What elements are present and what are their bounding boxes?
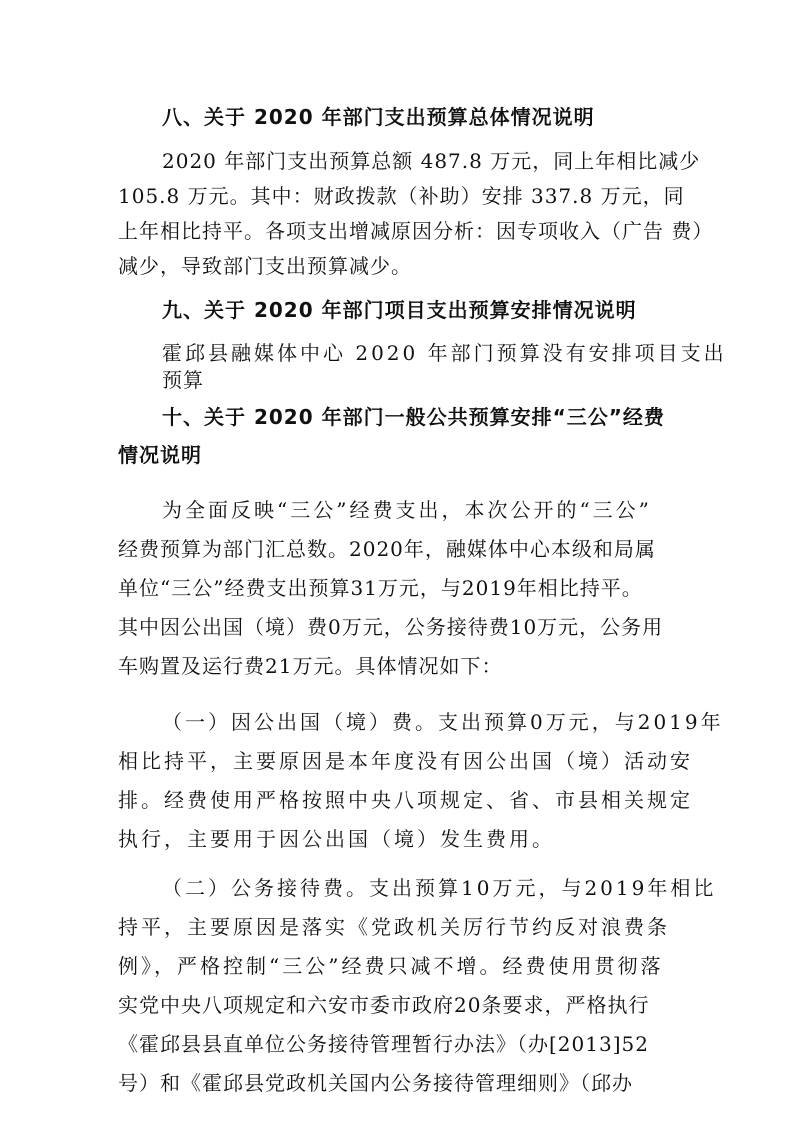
paragraph-line: 其中因公出国（境）费0万元，公务接待费10万元，公务用: [118, 615, 664, 639]
paragraph-line: 实党中央八项规定和六安市委市政府20条要求，严格执行: [118, 993, 650, 1017]
paragraph-line: 《霍邱县县直单位公务接待管理暂行办法》（办[2013]52: [118, 1032, 649, 1056]
paragraph-line: 为全面反映“三公”经费支出，本次公开的“三公”: [162, 498, 652, 522]
section-8-heading: 八、关于 2020 年部门支出预算总体情况说明: [162, 105, 595, 129]
paragraph-line: 排。经费使用严格按照中央八项规定、省、市县相关规定: [118, 788, 693, 812]
paragraph-line: 上年相比持平。各项支出增减原因分析：因专项收入（广告 费）: [118, 219, 714, 243]
section-10-heading: 十、关于 2020 年部门一般公共预算安排“三公”经费: [162, 405, 665, 429]
paragraph-line: 例》，严格控制“三公”经费只减不增。经费使用贯彻落: [118, 954, 664, 978]
paragraph-line: 执行，主要用于因公出国（境）发生费用。: [118, 827, 555, 851]
paragraph-line: 相比持平，主要原因是本年度没有因公出国（境）活动安: [118, 749, 693, 773]
section-10-heading-cont: 情况说明: [118, 443, 202, 467]
paragraph-line: 单位“三公”经费支出预算31万元，与2019年相比持平。: [118, 576, 643, 600]
paragraph-line: 持平，主要原因是落实《党政机关厉行节约反对浪费条: [118, 915, 670, 939]
paragraph-line: 105.8 万元。其中：财政拨款（补助）安排 337.8 万元，同: [118, 184, 685, 208]
paragraph-line: 减少，导致部门支出预算减少。: [118, 254, 412, 278]
section-9-heading: 九、关于 2020 年部门项目支出预算安排情况说明: [162, 298, 637, 322]
paragraph-line: （一）因公出国（境）费。支出预算0万元，与2019年: [162, 710, 724, 734]
paragraph-line: 号）和《霍邱县党政机关国内公务接待管理细则》（邱办: [118, 1071, 633, 1095]
paragraph-line: 车购置及运行费21万元。具体情况如下：: [118, 654, 503, 678]
paragraph-line: 2020 年部门支出预算总额 487.8 万元，同上年相比减少: [162, 149, 701, 173]
paragraph-line: （二）公务接待费。支出预算10万元，与2019年相比: [162, 876, 717, 900]
paragraph-line: 预算: [162, 368, 204, 392]
paragraph-line: 霍邱县融媒体中心 2020 年部门预算没有安排项目支出: [162, 341, 727, 365]
paragraph-line: 经费预算为部门汇总数。2020年，融媒体中心本级和局属: [118, 537, 656, 561]
